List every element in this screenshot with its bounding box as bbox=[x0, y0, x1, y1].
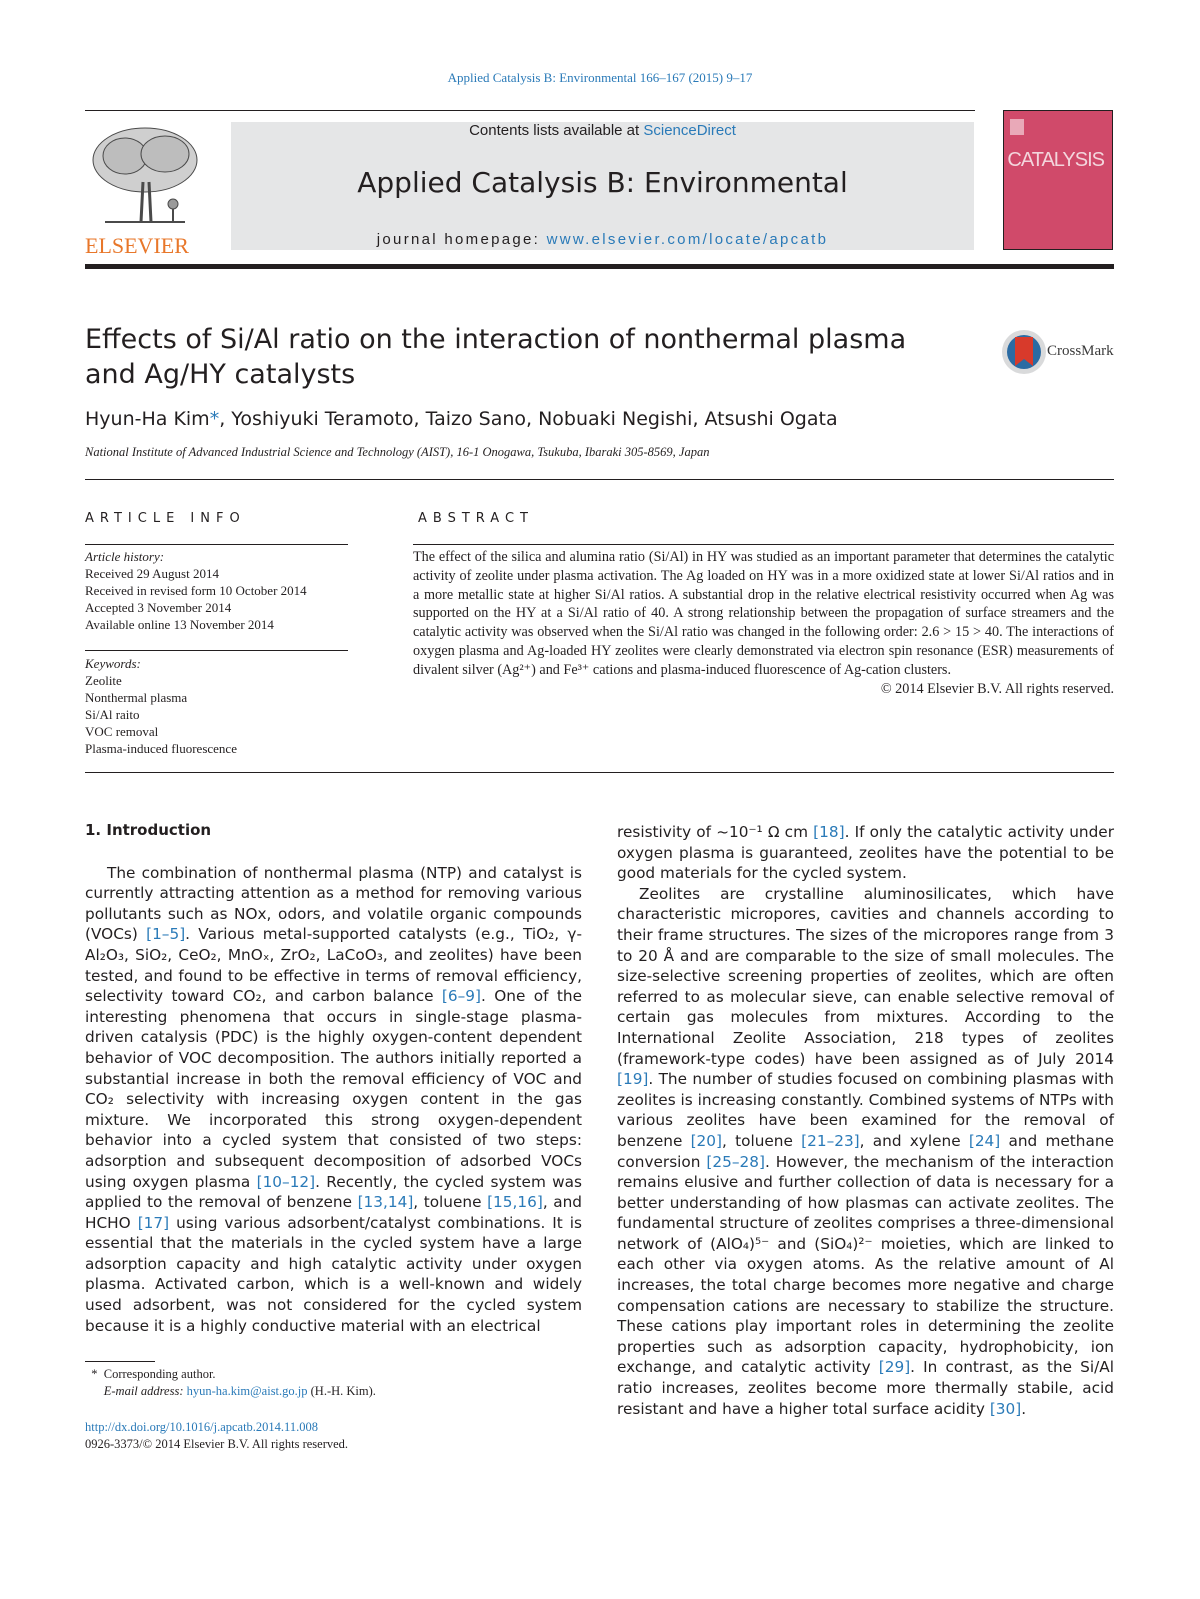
divider bbox=[85, 479, 1114, 480]
history-item: Available online 13 November 2014 bbox=[85, 617, 274, 632]
citation-link[interactable]: [1–5] bbox=[146, 925, 186, 944]
history-item: Accepted 3 November 2014 bbox=[85, 600, 232, 615]
cover-emblem-icon bbox=[1010, 119, 1024, 135]
tree-icon bbox=[85, 122, 205, 230]
article-info-heading: ARTICLE INFO bbox=[85, 511, 246, 526]
corresponding-author-mark[interactable]: * bbox=[209, 408, 220, 430]
citation-link[interactable]: [29] bbox=[878, 1358, 911, 1377]
history-item: Received in revised form 10 October 2014 bbox=[85, 583, 307, 598]
citation-link[interactable]: [30] bbox=[989, 1399, 1022, 1418]
author-list bbox=[85, 408, 838, 430]
cover-title: CATALYSIS bbox=[1007, 149, 1104, 171]
keyword-item: Si/Al raito bbox=[85, 707, 140, 722]
homepage-prefix: journal homepage: bbox=[376, 231, 541, 248]
journal-reference-link[interactable]: Applied Catalysis B: Environmental 166–167 (2015) 9–17 bbox=[447, 70, 753, 85]
citation-link[interactable]: [13,14] bbox=[357, 1193, 414, 1212]
email-line: E-mail address: hyun-ha.kim@aist.go.jp (H.-H. Kim). bbox=[103, 1384, 376, 1398]
header-thick-rule bbox=[85, 264, 1114, 269]
abstract-text: The effect of the silica and alumina ratio (Si/Al) in HY was studied as an important parameter that determines the catalytic activity of zeolite under plasma activation. The Ag loaded on HY was in a more oxidized state at lower Si/Al ratios and in a more metallic state at higher Si/Al ratios. A substantial drop in the relative electrical resistivity occurred when Ag was supported on the HY at a Si/Al ratio of 40. A strong relationship between the propagation of surface streamers and the catalytic activity was observed when the Si/Al ratio was changed in the following order: 2.6 > 15 > 40. The interactions of oxygen plasma and Ag-loaded HY zeolites were clearly demonstrated via electron spin resonance (ESR) measurements of divalent silver (Ag²⁺) and Fe³⁺ cations and plasma-induced fluorescence of Ag-cation clusters. bbox=[413, 549, 1114, 678]
abstract-copyright: © 2014 Elsevier B.V. All rights reserved. bbox=[880, 680, 1114, 697]
footnote-divider bbox=[85, 1361, 155, 1362]
history-label: Article history: bbox=[85, 549, 165, 564]
paragraph: Zeolites are crystalline aluminosilicates, which have characteristic micropores, cavities and channels according to their frame structures. The sizes of the micropores range from 3 to 20 Å and are comparable to the size of small molecules. The size-selective screening properties of zeolites, which are often referred to as molecular sieve, can enable selective removal of certain gas molecules from mixtures. According to the International Zeolite Association, 218 types of zeolites (framework-type codes) have been assigned as of July 2014 [19]. The number of studies focused on combining plasmas with zeolites is increasing constantly. Combined systems of NTPs with various zeolites have been examined for the removal of benzene [20], toluene [21–23], and xylene [24] and methane conversion [25–28]. However, the mechanism of the interaction remains elusive and further collection of data is necessary for a better understanding of how plasmas can activate zeolites. The fundamental structure of zeolites comprises a three-dimensional network of (AlO₄)⁵⁻ and (SiO₄)²⁻ moieties, which are linked to each other via oxygen atoms. As the relative amount of Al increases, the total charge becomes more negative and charge compensation cations are necessary to stabilize the structure. These cations play important roles in determining the zeolite properties such as adsorption capacity, hydrophobicity, ion exchange, and catalytic activity [29]. In contrast, as the Si/Al ratio increases, zeolites become more thermally stabile, acid resistant and have a higher total surface acidity [30]. bbox=[617, 884, 1114, 1418]
paragraph: The combination of nonthermal plasma (NTP) and catalyst is currently attracting attention as a method for removing various pollutants such as NOx, odors, and volatile organic compounds (VOCs) [1–5]. Various metal-supported catalysts (e.g., TiO₂, γ-Al₂O₃, SiO₂, CeO₂, MnOₓ, ZrO₂, LaCoO₃, and zeolites) have been tested, and found to be effective in terms of removal efficiency, selectivity toward CO₂, and carbon balance [6–9]. One of the interesting phenomena that occurs in single-stage plasma-driven catalysis (PDC) is the highly oxygen-content dependent behavior of VOC decomposition. The authors initially reported a substantial increase in both the removal efficiency of VOC and CO₂ selectivity with increasing oxygen content in the gas mixture. We incorporated this strong oxygen-dependent behavior into a cycled system that consisted of two steps: adsorption and subsequent decomposition of adsorbed VOCs using oxygen plasma [10–12]. Recently, the cycled system was applied to the removal of benzene [13,14], toluene [15,16], and HCHO [17] using various adsorbent/catalyst combinations. It is essential that the materials in the cycled system have a large adsorption capacity and high catalytic activity under oxygen plasma. Activated carbon, which is a well-known and widely used adsorbent, was not considered for the cycled system because it is a highly conductive material with an electrical bbox=[85, 863, 583, 1335]
keyword-item: Plasma-induced fluorescence bbox=[85, 741, 237, 756]
citation-link[interactable]: [25–28] bbox=[706, 1152, 765, 1171]
email-link[interactable]: hyun-ha.kim@aist.go.jp bbox=[186, 1384, 308, 1398]
citation-link[interactable]: [20] bbox=[690, 1131, 722, 1150]
citation-link[interactable]: [10–12] bbox=[256, 1172, 316, 1191]
keywords-label: Keywords: bbox=[85, 656, 141, 671]
crossmark-badge[interactable] bbox=[1000, 328, 1120, 376]
citation-link[interactable]: [24] bbox=[968, 1131, 1001, 1150]
citation-link[interactable]: [18] bbox=[813, 823, 845, 841]
citation-link[interactable]: [21–23] bbox=[801, 1131, 860, 1150]
article-title: Effects of Si/Al ratio on the interaction of nonthermal plasma and Ag/HY catalysts bbox=[85, 324, 907, 390]
affiliation: National Institute of Advanced Industrial Science and Technology (AIST), 16-1 Onogawa, Tsukuba, Ibaraki 305-8569, Japan bbox=[85, 445, 710, 459]
divider bbox=[85, 650, 348, 651]
citation-link[interactable]: [19] bbox=[617, 1070, 649, 1089]
divider bbox=[85, 772, 1114, 773]
body-column-right bbox=[617, 822, 1114, 1419]
keyword-item: Nonthermal plasma bbox=[85, 690, 188, 705]
crossmark-label: CrossMark bbox=[1047, 343, 1114, 359]
article-history bbox=[85, 548, 348, 633]
contents-line bbox=[231, 122, 974, 139]
abstract-heading: ABSTRACT bbox=[418, 511, 534, 526]
homepage-link[interactable]: www.elsevier.com/locate/apcatb bbox=[546, 231, 829, 248]
divider bbox=[413, 544, 1114, 545]
citation-link[interactable]: [17] bbox=[137, 1213, 170, 1232]
history-item: Received 29 August 2014 bbox=[85, 566, 219, 581]
elsevier-wordmark: ELSEVIER bbox=[85, 233, 189, 258]
crossmark-icon bbox=[1000, 328, 1048, 376]
header-divider bbox=[85, 110, 975, 111]
keywords-list bbox=[85, 655, 348, 757]
first-author: Hyun-Ha Kim bbox=[85, 408, 210, 430]
citation-link[interactable]: [15,16] bbox=[487, 1193, 543, 1212]
sciencedirect-link[interactable]: ScienceDirect bbox=[643, 122, 736, 139]
issn-copyright: 0926-3373/© 2014 Elsevier B.V. All rights reserved. bbox=[85, 1437, 349, 1451]
journal-cover-image[interactable] bbox=[1003, 110, 1113, 250]
contents-prefix: Contents lists available at bbox=[469, 122, 640, 139]
section-heading: 1. Introduction bbox=[85, 821, 212, 839]
citation-link[interactable]: [6–9] bbox=[441, 987, 481, 1006]
homepage-line bbox=[231, 231, 974, 248]
keyword-item: VOC removal bbox=[85, 724, 159, 739]
corresponding-line: * Corresponding author. bbox=[91, 1367, 216, 1381]
journal-title: Applied Catalysis B: Environmental bbox=[357, 166, 848, 199]
paragraph: resistivity of ~10⁻¹ Ω cm [18]. If only the catalytic activity under oxygen plasma is guaranteed, zeolites have the potential to be good materials for the cycled system. bbox=[617, 823, 1114, 883]
doi-link[interactable]: http://dx.doi.org/10.1016/j.apcatb.2014.11.008 bbox=[85, 1420, 318, 1434]
corresponding-footnote bbox=[85, 1366, 376, 1400]
keyword-item: Zeolite bbox=[85, 673, 122, 688]
co-authors: , Yoshiyuki Teramoto, Taizo Sano, Nobuaki Negishi, Atsushi Ogata bbox=[219, 408, 838, 430]
abstract-body bbox=[413, 548, 1114, 698]
body-column-left bbox=[85, 820, 582, 1336]
doi-block bbox=[85, 1419, 348, 1453]
divider bbox=[85, 544, 348, 545]
